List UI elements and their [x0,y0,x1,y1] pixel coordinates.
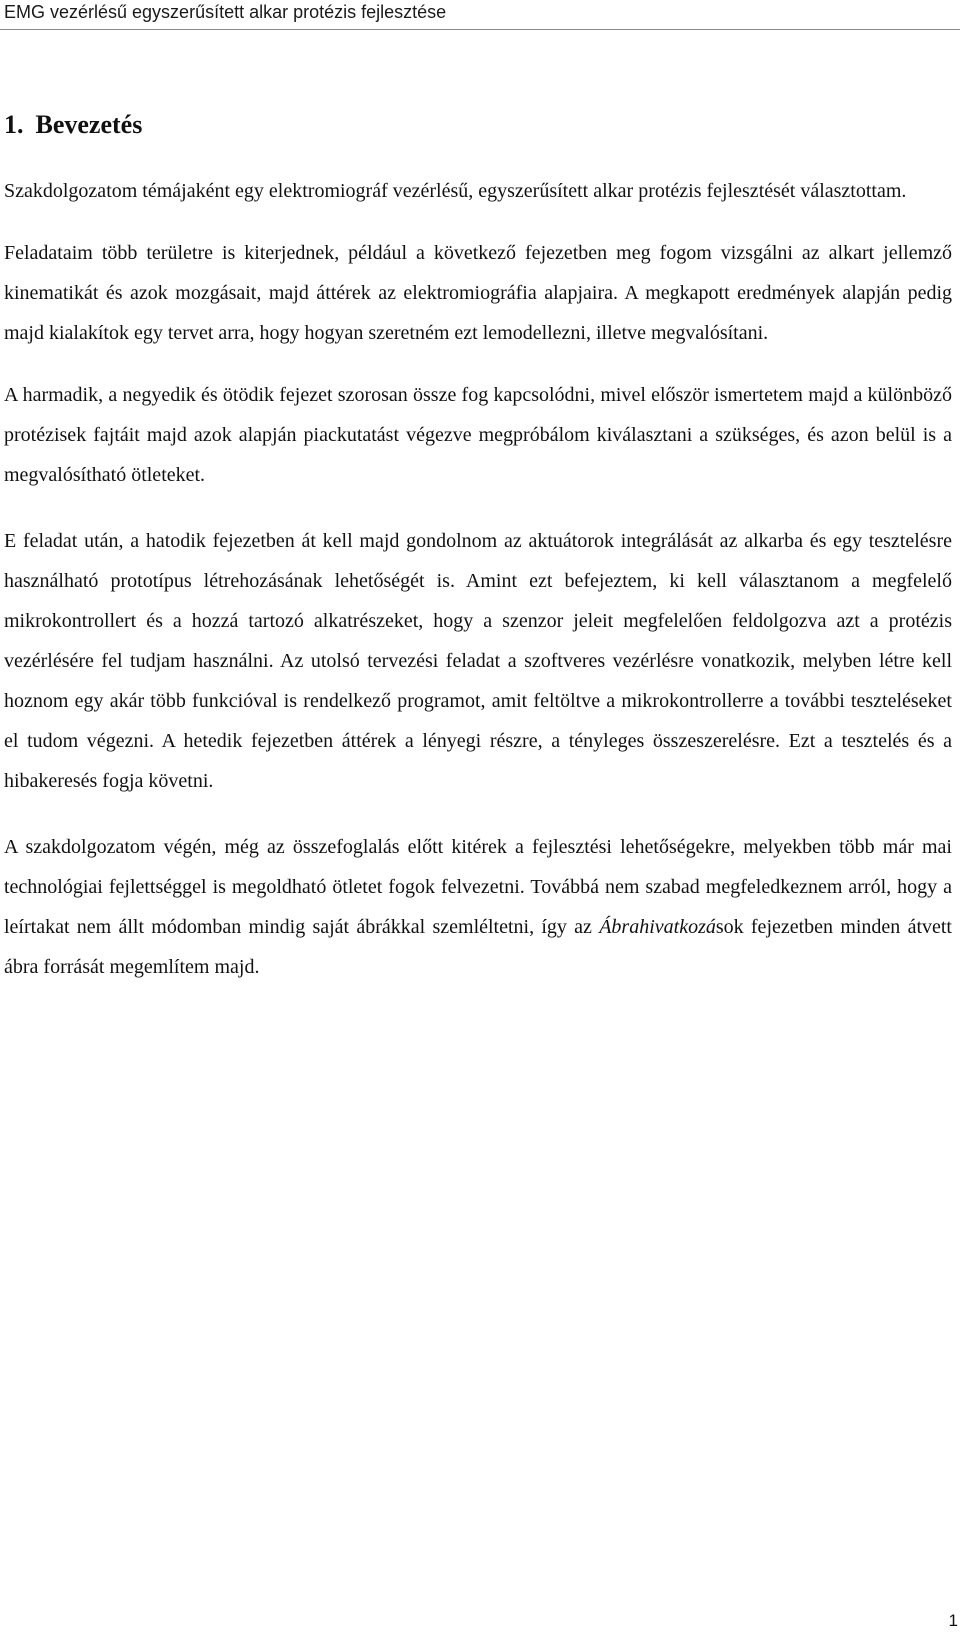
section-heading [4,108,142,142]
running-header: EMG vezérlésű egyszerűsített alkar protézis fejlesztése [4,2,447,22]
body-text [4,171,952,987]
paragraph-2: Feladataim több területre is kiterjednek, például a következő fejezetben meg fogom vizsgálni az alkart jellemző kinematikát és azok mozgásait, majd áttérek az elektromiográfia alapjaira. A megkapott eredmények alapján pedig majd kialakítok egy tervet arra, hogy hogyan szeretném ezt lemodellezni, illetve megvalósítani. [4,242,952,344]
paragraph-5 [4,827,952,987]
paragraph-5-text-end: sok fejezetben minden átvett ábra forrását megemlítem majd. [4,916,952,978]
header-divider [0,29,960,30]
paragraph-4: E feladat után, a hatodik fejezetben át kell majd gondolnom az aktuátorok integrálását az alkarba és egy tesztelésre használható prototípus létrehozásának lehetőségét is. Amint ezt befejeztem, ki kell választanom a megfelelő mikrokontrollert és a hozzá tartozó alkatrészeket, hogy a szenzor jeleit megfelelően feldolgozva azt a protézis vezérlésére fel tudjam használni. Az utolsó tervezési feladat a szoftveres vezérlésre vonatkozik, melyben létre kell hoznom egy akár több funkcióval is rendelkező programot, amit feltöltve a mikrokontrollerre a további teszteléseket el tudom végezni. A hetedik fejezetben áttérek a lényegi részre, a tényleges összeszerelésre. Ezt a tesztelés és a hibakeresés fogja követni. [4,530,952,792]
italic-reference: Ábrahivatkozá [599,916,716,938]
paragraph-5-text-start: A szakdolgozatom végén, még az összefoglalás előtt kitérek a fejlesztési lehetőségekre, melyekben több már mai technológiai fejlettséggel is megoldható ötletet fogok felvezetni. Továbbá nem szabad megfeledkeznem arról, hogy a leírtakat nem állt módomban mindig saját ábrákkal szemléltetni, így az [4,836,952,938]
paragraph-3: A harmadik, a negyedik és ötödik fejezet szorosan össze fog kapcsolódni, mivel először ismertetem majd a különböző protézisek fajtáit majd azok alapján piackutatást végezve megpróbálom kiválasztani a szükséges, és azon belül is a megvalósítható ötleteket. [4,384,952,486]
page-number: 1 [948,1611,958,1630]
section-number: 1. [4,110,24,139]
paragraph-1: Szakdolgozatom témájaként egy elektromiográf vezérlésű, egyszerűsített alkar protézis fejlesztését választottam. [4,180,907,202]
section-title: Bevezetés [35,110,143,139]
